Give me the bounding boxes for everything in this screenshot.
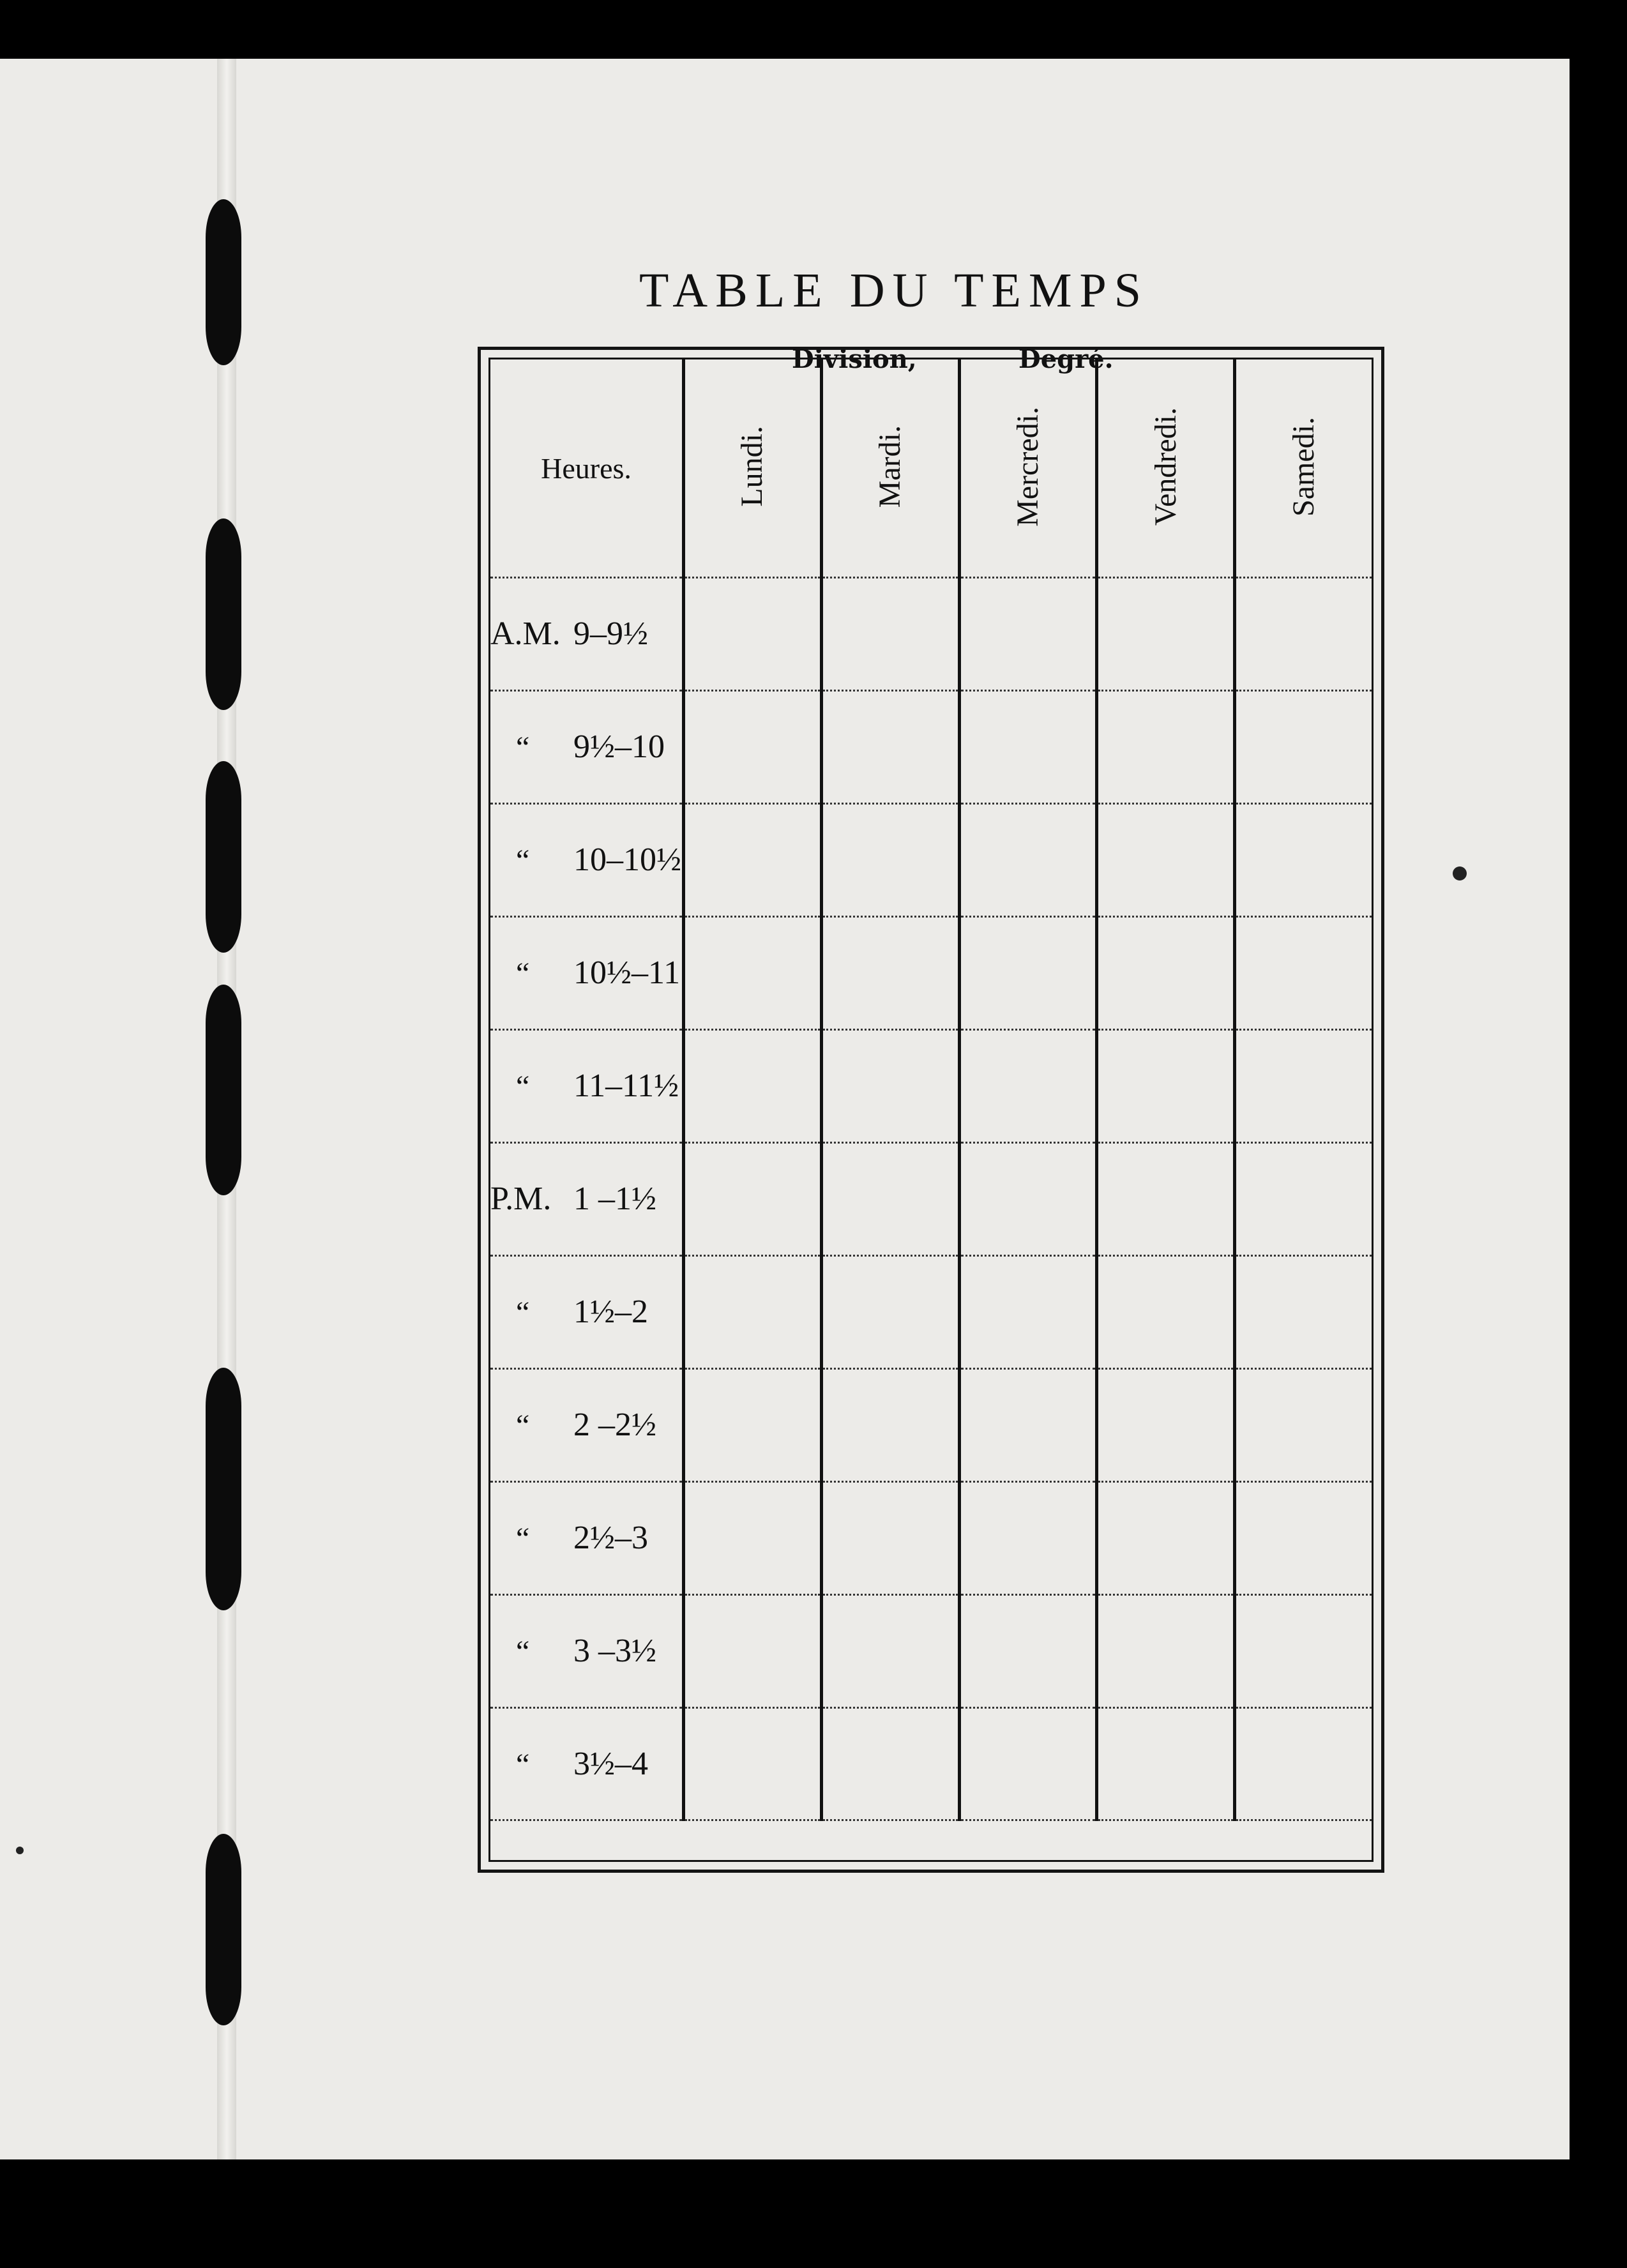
hour-cell xyxy=(490,916,684,1029)
schedule-cell xyxy=(821,1707,959,1820)
time-prefix: “ xyxy=(516,1748,530,1781)
timetable xyxy=(488,358,1373,1862)
time-range: 10–10½ xyxy=(573,842,681,879)
schedule-cell xyxy=(684,1707,822,1820)
time-prefix: P.M. xyxy=(490,1181,552,1218)
hour-cell xyxy=(490,690,684,803)
schedule-cell xyxy=(821,1255,959,1368)
schedule-cell xyxy=(821,1594,959,1707)
time-range: 2 –2½ xyxy=(573,1407,656,1444)
schedule-cell xyxy=(1235,1255,1373,1368)
binding-stitch xyxy=(206,761,241,953)
schedule-cell xyxy=(1235,1594,1373,1707)
schedule-cell xyxy=(959,1029,1097,1142)
hour-cell xyxy=(490,1142,684,1255)
schedule-cell xyxy=(684,1594,822,1707)
table-header-row xyxy=(490,359,1373,578)
binding-stitch xyxy=(206,518,241,710)
schedule-cell xyxy=(684,690,822,803)
schedule-cell xyxy=(684,916,822,1029)
table-row xyxy=(490,1368,1373,1481)
schedule-cell xyxy=(1235,1368,1373,1481)
day-label: Vendredi. xyxy=(1148,407,1183,526)
schedule-cell xyxy=(959,1255,1097,1368)
schedule-cell xyxy=(1235,1029,1373,1142)
time-range: 10½–11 xyxy=(573,955,681,992)
hour-cell xyxy=(490,1029,684,1142)
time-range: 11–11½ xyxy=(573,1068,679,1105)
schedule-cell xyxy=(821,803,959,916)
schedule-cell xyxy=(1097,1255,1235,1368)
schedule-cell xyxy=(1235,916,1373,1029)
day-label: Samedi. xyxy=(1287,416,1321,517)
schedule-cell xyxy=(821,1142,959,1255)
table-row xyxy=(490,1029,1373,1142)
schedule-cell xyxy=(1097,916,1235,1029)
time-prefix: “ xyxy=(516,1070,530,1104)
schedule-cell xyxy=(821,916,959,1029)
table-row xyxy=(490,578,1373,691)
time-prefix: A.M. xyxy=(490,616,561,653)
schedule-cell xyxy=(1235,803,1373,916)
day-label: Mardi. xyxy=(873,425,907,508)
schedule-cell xyxy=(821,1029,959,1142)
schedule-cell xyxy=(821,1368,959,1481)
schedule-cell xyxy=(821,690,959,803)
time-range: 1 –1½ xyxy=(573,1181,656,1218)
schedule-cell xyxy=(1097,578,1235,691)
hour-cell xyxy=(490,578,684,691)
table-row xyxy=(490,916,1373,1029)
schedule-cell xyxy=(1097,1707,1235,1820)
schedule-cell xyxy=(684,578,822,691)
schedule-cell xyxy=(1097,1368,1235,1481)
schedule-cell xyxy=(684,1029,822,1142)
ink-smudge xyxy=(1453,866,1467,881)
schedule-cell xyxy=(959,803,1097,916)
day-label: Lundi. xyxy=(735,426,769,507)
schedule-cell xyxy=(1235,1481,1373,1594)
schedule-cell xyxy=(959,578,1097,691)
binding-stitch xyxy=(206,199,241,365)
hour-cell xyxy=(490,1707,684,1820)
time-range: 9½–10 xyxy=(573,729,665,766)
schedule-cell xyxy=(821,578,959,691)
schedule-cell xyxy=(959,1707,1097,1820)
degre-label: Degré. xyxy=(1018,344,1114,374)
time-range: 3½–4 xyxy=(573,1746,648,1782)
time-prefix: “ xyxy=(516,730,530,765)
schedule-cell xyxy=(959,1368,1097,1481)
schedule-cell xyxy=(959,916,1097,1029)
time-range: 2½–3 xyxy=(573,1520,648,1557)
binding-stitch xyxy=(206,985,241,1195)
schedule-cell xyxy=(1097,1142,1235,1255)
schedule-cell xyxy=(959,1481,1097,1594)
table-body xyxy=(490,578,1373,1861)
header-day xyxy=(684,359,822,578)
ink-smudge xyxy=(16,1847,24,1854)
time-prefix: “ xyxy=(516,1296,530,1330)
table-row xyxy=(490,1594,1373,1707)
schedule-cell xyxy=(1097,1029,1235,1142)
table-row xyxy=(490,1255,1373,1368)
hour-cell xyxy=(490,1255,684,1368)
schedule-cell xyxy=(821,1481,959,1594)
time-range: 3 –3½ xyxy=(573,1633,656,1670)
schedule-cell xyxy=(1235,1142,1373,1255)
schedule-cell xyxy=(1235,690,1373,803)
schedule-cell xyxy=(959,1594,1097,1707)
table-row xyxy=(490,1142,1373,1255)
schedule-cell xyxy=(1097,1481,1235,1594)
time-prefix: “ xyxy=(516,1409,530,1443)
schedule-cell xyxy=(1235,1707,1373,1820)
header-day xyxy=(1097,359,1235,578)
header-day xyxy=(959,359,1097,578)
binding-stitch xyxy=(206,1834,241,2025)
schedule-cell xyxy=(684,1142,822,1255)
time-range: 9–9½ xyxy=(573,616,648,653)
hour-cell xyxy=(490,1594,684,1707)
footer-cell xyxy=(490,1820,1373,1861)
schedule-cell xyxy=(1097,1594,1235,1707)
table-row xyxy=(490,690,1373,803)
day-label: Mercredi. xyxy=(1010,406,1045,527)
table-row xyxy=(490,1481,1373,1594)
hour-cell xyxy=(490,1481,684,1594)
schedule-cell xyxy=(959,1142,1097,1255)
header-day xyxy=(821,359,959,578)
schedule-cell xyxy=(1097,803,1235,916)
header-day xyxy=(1235,359,1373,578)
schedule-cell xyxy=(684,1255,822,1368)
time-range: 1½–2 xyxy=(573,1294,648,1331)
time-prefix: “ xyxy=(516,956,530,991)
schedule-cell xyxy=(1097,690,1235,803)
hour-cell xyxy=(490,803,684,916)
table-row xyxy=(490,803,1373,916)
hour-cell xyxy=(490,1368,684,1481)
table-row xyxy=(490,1707,1373,1820)
time-prefix: “ xyxy=(516,1635,530,1669)
time-prefix: “ xyxy=(516,1522,530,1556)
schedule-cell xyxy=(959,690,1097,803)
schedule-cell xyxy=(684,1368,822,1481)
table-footer-row xyxy=(490,1820,1373,1861)
schedule-cell xyxy=(684,803,822,916)
header-hours: Heures. xyxy=(490,359,684,578)
schedule-cell xyxy=(1235,578,1373,691)
schedule-cell xyxy=(684,1481,822,1594)
division-label: Division, xyxy=(792,344,917,374)
binding-stitch xyxy=(206,1368,241,1610)
time-prefix: “ xyxy=(516,843,530,878)
page-title: TABLE DU TEMPS xyxy=(639,264,1149,317)
timetable-frame xyxy=(478,347,1384,1873)
